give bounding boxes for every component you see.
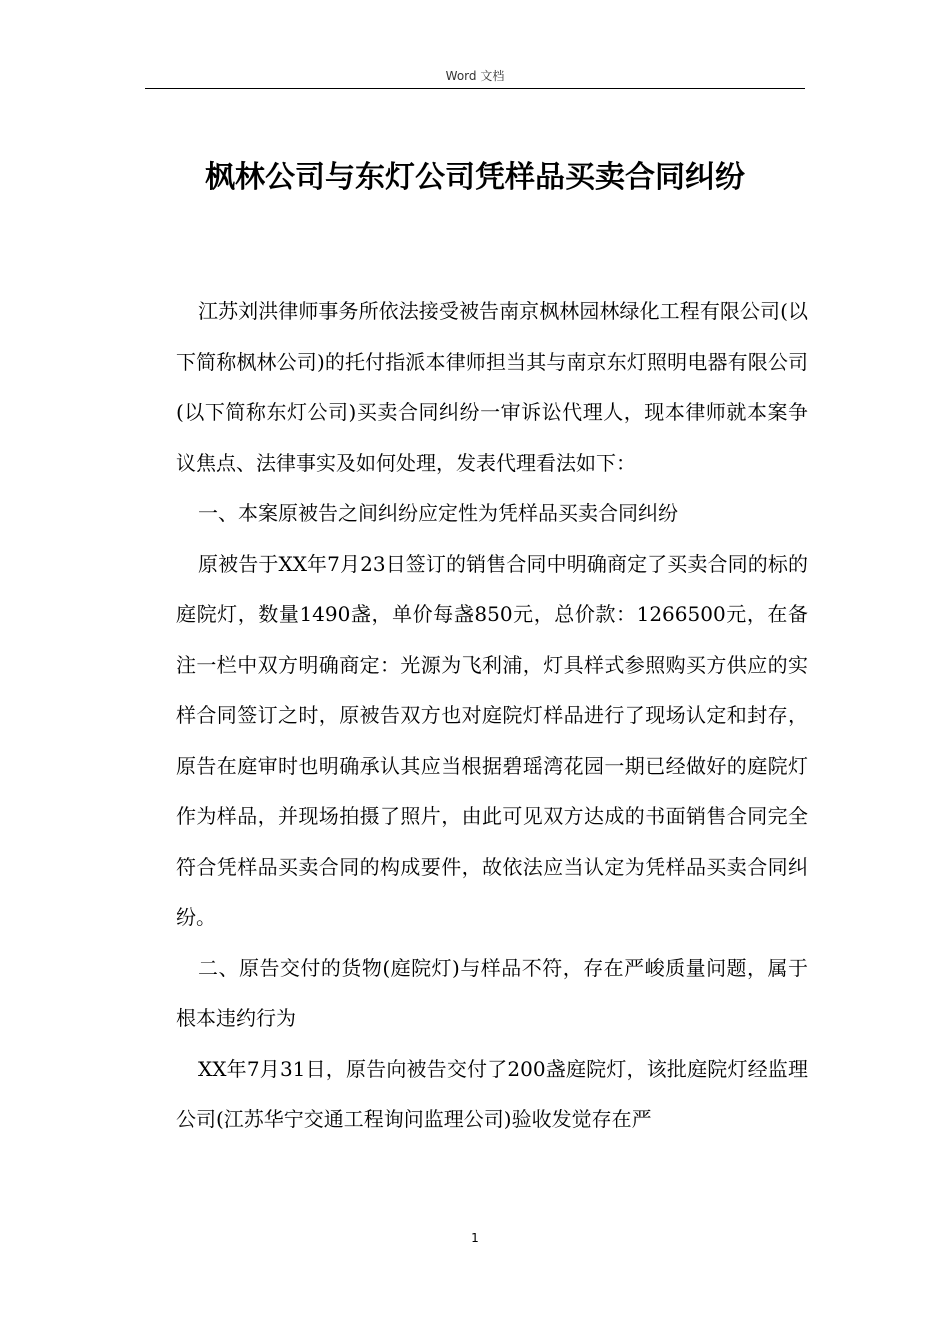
page-number: 1 xyxy=(471,1231,479,1245)
paragraph: 江苏刘洪律师事务所依法接受被告南京枫林园林绿化工程有限公司(以下简称枫林公司)的托付指派本律师担当其与南京东灯照明电器有限公司(以下简称东灯公司)买卖合同纠纷一审诉讼代理人，现本律师就本案争议焦点、法律事实及如何处理，发表代理看法如下： xyxy=(176,299,808,475)
document-body xyxy=(176,286,808,1145)
page-header: Word 文档 xyxy=(445,69,505,83)
section-heading: 二、原告交付的货物(庭院灯)与样品不符，存在严峻质量问题，属于根本违约行为 xyxy=(176,955,808,1030)
paragraph: 原被告于XX年7月23日签订的销售合同中明确商定了买卖合同的标的庭院灯，数量1490盏，单价每盏850元，总价款：1266500元，在备注一栏中双方明确商定：光源为飞利浦，灯具样式参照购买方供应的实样合同签订之时，原被告双方也对庭院灯样品进行了现场认定和封存，原告在庭审时也明确承认其应当根据碧瑶湾花园一期已经做好的庭院灯作为样品，并现场拍摄了照片，由此可见双方达成的书面销售合同完全符合凭样品买卖合同的构成要件，故依法应当认定为凭样品买卖合同纠纷。 xyxy=(176,551,808,929)
section-heading: 一、本案原被告之间纠纷应定性为凭样品买卖合同纠纷 xyxy=(198,501,678,525)
document-title: 枫林公司与东灯公司凭样品买卖合同纠纷 xyxy=(205,160,745,195)
header-divider xyxy=(145,88,805,89)
paragraph: XX年7月31日，原告向被告交付了200盏庭院灯，该批庭院灯经监理公司(江苏华宁交通工程询问监理公司)验收发觉存在严 xyxy=(176,1056,808,1131)
